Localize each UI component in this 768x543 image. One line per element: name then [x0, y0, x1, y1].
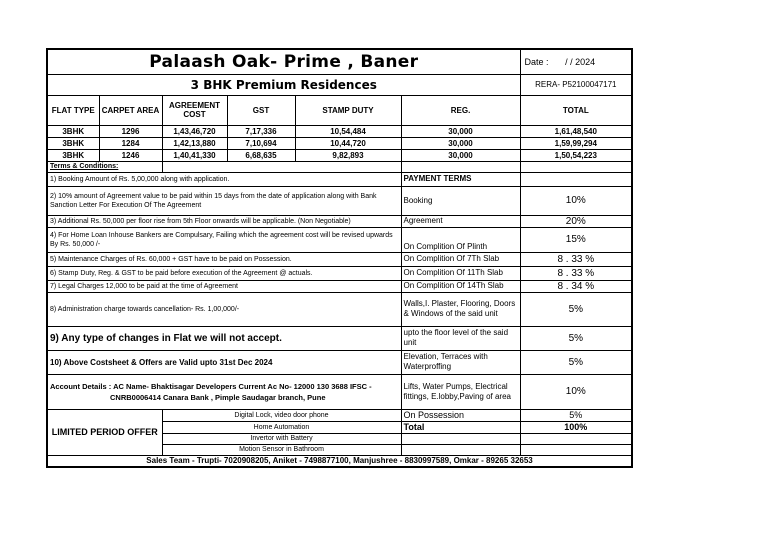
cell-stamp-duty: 10,44,720 — [295, 137, 401, 149]
payment-stage: On Complition Of 14Th Slab — [401, 280, 520, 292]
terms-row — [47, 266, 632, 280]
cell-reg: 30,000 — [401, 137, 520, 149]
cell-total: 1,50,54,223 — [520, 149, 632, 161]
term-item: 8) Administration charge towards cancellation- Rs. 1,00,000/- — [47, 292, 401, 326]
sales-row — [47, 455, 632, 467]
limited-offer-label: LIMITED PERIOD OFFER — [47, 409, 162, 455]
terms-heading-row — [47, 161, 632, 172]
rera-number: RERA- P52100047171 — [520, 74, 632, 95]
cell-flat-type: 3BHK — [47, 149, 99, 161]
payment-pct: 20% — [520, 215, 632, 227]
terms-row — [47, 292, 632, 326]
term-item: 5) Maintenance Charges of Rs. 60,000 + GST have to be paid on Possession. — [47, 252, 401, 266]
payment-stage: upto the floor level of the said unit — [401, 326, 520, 350]
payment-total-label: Total — [401, 421, 520, 433]
offer-feature: Motion Sensor in Bathroom — [162, 444, 401, 455]
col-gst: GST — [227, 95, 295, 125]
cell-carpet-area: 1296 — [99, 125, 162, 137]
terms-row — [47, 186, 632, 215]
term-item: 1) Booking Amount of Rs. 5,00,000 along with application. — [47, 172, 401, 186]
payment-pct: 8 . 33 % — [520, 252, 632, 266]
col-reg: REG. — [401, 95, 520, 125]
terms-row — [47, 227, 632, 252]
terms-row — [47, 252, 632, 266]
offer-feature: Digital Lock, video door phone — [162, 409, 401, 421]
term-item: 4) For Home Loan Inhouse Bankers are Compulsary, Failing which the agreement cost will be revised upwards By Rs. 50,000 /- — [47, 227, 401, 252]
cell-total: 1,61,48,540 — [520, 125, 632, 137]
cell-agreement-cost: 1,43,46,720 — [162, 125, 227, 137]
payment-stage: Walls,I. Plaster, Flooring, Doors & Windows of the said unit — [401, 292, 520, 326]
cost-sheet — [46, 48, 631, 468]
project-title: Palaash Oak- Prime , Baner — [47, 49, 520, 74]
date-value: / / 2024 — [565, 56, 596, 67]
payment-pct: 5% — [520, 350, 632, 374]
column-header-row — [47, 95, 632, 125]
cell-carpet-area: 1246 — [99, 149, 162, 161]
payment-stage: Agreement — [401, 215, 520, 227]
subtitle-row — [47, 74, 632, 95]
terms-row — [47, 280, 632, 292]
cell-stamp-duty: 9,82,893 — [295, 149, 401, 161]
payment-stage: On Complition Of 11Th Slab — [401, 266, 520, 280]
cell-reg: 30,000 — [401, 149, 520, 161]
col-total: TOTAL — [520, 95, 632, 125]
account-line-2: CNRB0006414 Canara Bank , Pimple Saudagar branch, Pune — [110, 392, 326, 402]
cell-agreement-cost: 1,40,41,330 — [162, 149, 227, 161]
cell-carpet-area: 1284 — [99, 137, 162, 149]
cell-gst: 7,10,694 — [227, 137, 295, 149]
payment-pct: 5% — [520, 409, 632, 421]
table-row — [47, 125, 632, 137]
cell-flat-type: 3BHK — [47, 125, 99, 137]
terms-row — [47, 350, 632, 374]
table-row — [47, 137, 632, 149]
col-flat-type: FLAT TYPE — [47, 95, 99, 125]
payment-stage: Lifts, Water Pumps, Electrical fittings, E.lobby,Paving of area — [401, 374, 520, 409]
payment-stage: On Complition Of Plinth — [401, 227, 520, 252]
payment-pct: 10% — [520, 374, 632, 409]
payment-stage: Booking — [401, 186, 520, 215]
offer-feature: Home Automation — [162, 421, 401, 433]
payment-stage: On Complition Of 7Th Slab — [401, 252, 520, 266]
date-field — [520, 49, 632, 74]
table-row — [47, 149, 632, 161]
payment-pct: 5% — [520, 292, 632, 326]
col-agreement-cost: AGREEMENT COST — [162, 95, 227, 125]
terms-row — [47, 215, 632, 227]
cell-agreement-cost: 1,42,13,880 — [162, 137, 227, 149]
offer-feature: Invertor with Battery — [162, 433, 401, 444]
col-carpet-area: CARPET AREA — [99, 95, 162, 125]
payment-pct: 8 . 34 % — [520, 280, 632, 292]
payment-pct: 15% — [520, 227, 632, 252]
payment-pct: 8 . 33 % — [520, 266, 632, 280]
term-item: 10) Above Costsheet & Offers are Valid upto 31st Dec 2024 — [47, 350, 401, 374]
terms-heading: Terms & Conditions: — [47, 161, 162, 172]
payment-pct: 10% — [520, 186, 632, 215]
terms-row — [47, 326, 632, 350]
term-item: 7) Legal Charges 12,000 to be paid at the time of Agreement — [47, 280, 401, 292]
sales-team: Sales Team - Trupti- 7020908205, Aniket - 7498877100, Manjushree - 8830997589, Omkar - 89265 32653 — [47, 455, 632, 467]
payment-stage: Elevation, Terraces with Waterproffing — [401, 350, 520, 374]
term-item: 6) Stamp Duty, Reg. & GST to be paid before execution of the Agreement @ actuals. — [47, 266, 401, 280]
subtitle: 3 BHK Premium Residences — [47, 74, 520, 95]
payment-pct: 5% — [520, 326, 632, 350]
terms-row — [47, 172, 632, 186]
cell-gst: 7,17,336 — [227, 125, 295, 137]
cost-sheet-table — [46, 48, 633, 468]
cell-stamp-duty: 10,54,484 — [295, 125, 401, 137]
term-item: 2) 10% amount of Agreement value to be paid within 15 days from the date of application along with Bank Sanction Letter For Execution Of The Agreement — [47, 186, 401, 215]
term-item: 9) Any type of changes in Flat we will not accept. — [47, 326, 401, 350]
title-row — [47, 49, 632, 74]
payment-total-pct: 100% — [520, 421, 632, 433]
cell-flat-type: 3BHK — [47, 137, 99, 149]
date-label: Date : — [524, 56, 549, 67]
offer-row — [47, 409, 632, 421]
term-item: 3) Additional Rs. 50,000 per floor rise from 5th Floor onwards will be applicable. (Non Negotiable) — [47, 215, 401, 227]
cell-gst: 6,68,635 — [227, 149, 295, 161]
payment-stage: On Possession — [401, 409, 520, 421]
account-row — [47, 374, 632, 409]
cell-total: 1,59,99,294 — [520, 137, 632, 149]
account-line-1: Account Details : AC Name- Bhaktisagar Developers Current Ac No- 12000 130 3688 IFSC - — [50, 381, 372, 391]
payment-terms-heading: PAYMENT TERMS — [401, 172, 520, 186]
account-details — [47, 374, 401, 409]
cell-reg: 30,000 — [401, 125, 520, 137]
col-stamp-duty: STAMP DUTY — [295, 95, 401, 125]
